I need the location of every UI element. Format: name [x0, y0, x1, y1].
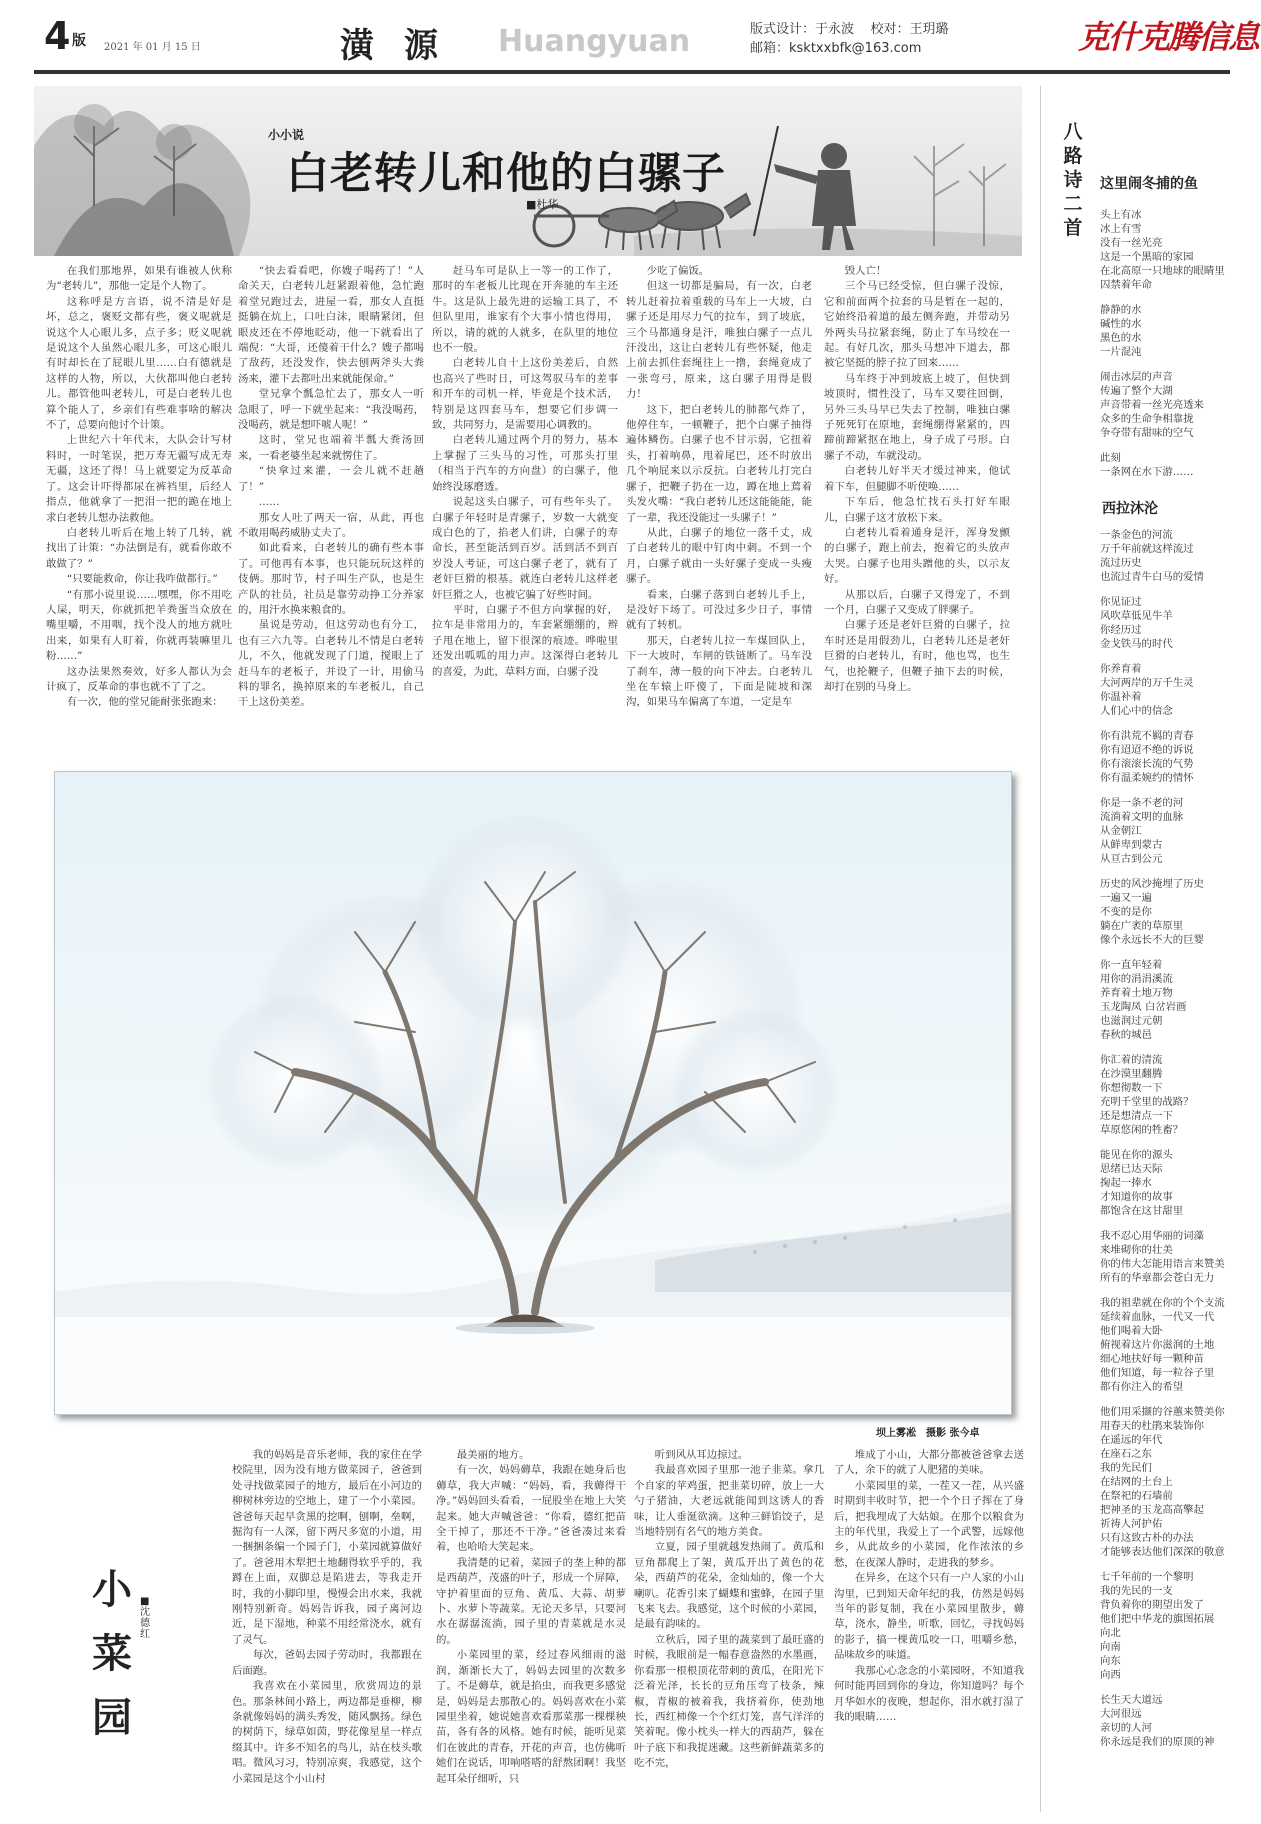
- poem-stanza: [1100, 303, 1250, 359]
- paragraph: “只要能救命，你让我咋做都行。”: [66, 573, 218, 586]
- poem-stanza: [1100, 528, 1250, 584]
- poem-line: 这是一个黑暗的家园: [1100, 251, 1194, 263]
- text-column: [626, 264, 812, 726]
- paragraph: 白老转儿听后在地上转了几转，就找出了计策：“办法倒是有，就看你敢不敢做了？”: [46, 526, 232, 570]
- text-column: [46, 264, 232, 726]
- poem-line: 你汇着的清流: [1100, 1054, 1163, 1066]
- poem-stanza: [1100, 1053, 1250, 1137]
- poem-line: 他们喝着大卧: [1100, 1325, 1163, 1337]
- design-credit: 版式设计：于永波: [750, 22, 855, 37]
- paragraph: 少吃了偏饭。: [646, 265, 710, 277]
- paragraph: 小菜园里的菜，一茬又一茬，从兴盛时期到丰收时节，把一个个日子挥在了身后，把我埋成了大姑娘。在那个以粮食为主的年代里，我爱上了一个武警，远嫁他乡，从此故乡的小菜园，化作浓浓的乡愁，在夜深人静时，走进我的梦乡。: [834, 1479, 1024, 1569]
- paragraph: 堂兄拿个瓢急忙去了，那女人一听急眼了，呼一下就坐起来：“我没喝药，没喝药，就是想吓唬人呢！”: [238, 388, 424, 432]
- photo-caption: 坝上雾凇 摄影 张今卓: [876, 1428, 980, 1439]
- poem-line: 你经历过: [1100, 624, 1142, 636]
- paragraph: 那天，白老转儿拉一车煤回队上，下一大坡时，车闸的铁链断了。马车没了刹车，薄一般的向下冲去。白老转儿坐在车辕上吓傻了，下面是陡坡和深沟，如果马车偏离了车道，一定是车: [626, 634, 812, 709]
- text-column: [634, 1448, 824, 1794]
- poem-line: 向南: [1100, 1641, 1121, 1653]
- proof-credit: 校对：王玥璐: [870, 22, 949, 37]
- poem-stanza: [1100, 595, 1250, 651]
- poem-line: 才能够表达他们深深的敬意: [1100, 1546, 1225, 1558]
- poem-line: 向东: [1100, 1655, 1121, 1667]
- paragraph: 虽说是劳动，但这劳动也有分工，也有三六九等。白老转儿不情是白老转儿，不久，他就发现了门道，搅眼上了赶马车的老板子，并设了一计，用偷马料的罪名，换掉原来的车老板儿，自己干上这份美差。: [238, 619, 424, 709]
- poem-line: 金戈铁马的时代: [1100, 638, 1173, 650]
- poem-line: 你有洪荒不羁的青春: [1100, 730, 1194, 742]
- poem-line: 我的先民的一支: [1100, 1585, 1173, 1597]
- paragraph: 这时，堂兄也端着半瓢大粪汤回来，一看老婆坐起来就愣住了。: [238, 434, 424, 462]
- rime-tree-image: [55, 772, 1012, 1415]
- poem-stanza: [1100, 208, 1250, 292]
- poem-line: 他们知道，每一粒谷子里: [1100, 1367, 1215, 1379]
- poem-stanza: [1100, 877, 1250, 947]
- paragraph: 这办法果然奏效，好多人都认为会计疯了，反革命的事也就不了了之。: [46, 665, 232, 693]
- poem-stanza: [1100, 662, 1250, 718]
- poem-line: 躺在广袤的草原里: [1100, 920, 1184, 932]
- page-unit: 版: [72, 33, 86, 49]
- poem-line: 黑色的水: [1100, 332, 1142, 344]
- poem-line: 你想彻数一下: [1100, 1082, 1163, 1094]
- poem-line: 背负着你的期望出发了: [1100, 1599, 1204, 1611]
- poem-line: 都饱含在这甘甜里: [1100, 1205, 1184, 1217]
- poem-line: 像个永远长不大的巨婴: [1100, 934, 1204, 946]
- poem-line: 所有的华章都会苍白无力: [1100, 1272, 1215, 1284]
- poem-line: 你有迢迢不绝的诉说: [1100, 744, 1194, 756]
- poem-line: 你有滚滚长流的气势: [1100, 758, 1194, 770]
- poem-line: 也流过青牛白马的爱情: [1100, 571, 1204, 583]
- poem-line: 春秋的城邑: [1100, 1029, 1152, 1041]
- poem-stanza: [1100, 1296, 1250, 1394]
- paragraph: 看来，白骡子落到白老转儿手上，是没好下场了。可没过多少日子，事情就有了转机。: [626, 588, 812, 632]
- poem-line: 把神圣的玉龙高高擎起: [1100, 1504, 1204, 1516]
- poem-stanza: [1100, 1148, 1250, 1218]
- paragraph: 赶马车可是队上一等一的工作了，那时的车老板儿比现在开奔驰的车主还牛。这是队上最先进的运输工具了，不但队里用，谁家有个大事小情也得用，所以，请的就的人就多，在队里的地位也不一般。: [432, 265, 618, 355]
- paragraph: 听到风从耳边掠过。: [654, 1449, 749, 1461]
- poem-line: 你养育着: [1100, 663, 1142, 675]
- poem-line: 在结网的土台上: [1100, 1476, 1173, 1488]
- poem-stanza: [1100, 1693, 1250, 1749]
- page-number: 4: [44, 14, 70, 58]
- poem-line: 传遍了整个大湖: [1100, 385, 1173, 397]
- poem-line: 养育着土地万物: [1100, 987, 1173, 999]
- paragraph: 每次，爸妈去园子劳动时，我都跟在后面跑。: [232, 1649, 422, 1677]
- poem-line: 在祭祀的石墙前: [1100, 1490, 1173, 1502]
- paragraph: 上世纪六十年代末，大队会计写材料时，一时笔误，把万寿无疆写成无寿无疆，这还了得！马上就要定为反革命了。这会计吓得都尿在裤裆里，后经人指点，他就拿了一把泪一把的跪在地上求白老转儿想办法救他。: [46, 434, 232, 524]
- brand-logo: 克什克腾信息: [1078, 18, 1259, 56]
- poem-line: 祈祷人河护佑: [1100, 1518, 1163, 1530]
- poem-title-1: 这里闹冬捕的鱼: [1100, 176, 1198, 192]
- poem-line: 风吹草低见牛羊: [1100, 610, 1173, 622]
- poem-line: 在沙漠里翻腾: [1100, 1068, 1163, 1080]
- poem-line: 还是想清点一下: [1100, 1110, 1173, 1122]
- poem-line: 从金朝江: [1100, 825, 1142, 837]
- masthead-rule: [34, 70, 1230, 74]
- xiaocaiyuan-author: ■沈德红: [140, 1596, 150, 1640]
- text-column: [432, 264, 618, 726]
- poem-line: 用春天的杜鹃来装饰你: [1100, 1420, 1204, 1432]
- poem-stanza: [1100, 370, 1250, 440]
- paragraph: 我喜欢在小菜园里，欣赏周边的景色。那条林间小路上，两边都是垂柳，柳条就像妈妈的满头秀发，随风飘扬。绿色的树荫下，绿草如茵，野花像星星一样点缀其中。许多不知名的鸟儿，站在枝头歌唱。微风习习，特别凉爽，我感觉，这个小菜园是这个小山村: [232, 1680, 422, 1785]
- poem-body-2: [1100, 528, 1250, 1760]
- story-headline: 白老转儿和他的白骡子: [286, 149, 726, 199]
- poem-line: 都有你注入的希望: [1100, 1381, 1184, 1393]
- poem-line: 延续着血脉，一代又一代: [1100, 1311, 1215, 1323]
- poem-line: 大河两岸的万千生灵: [1100, 677, 1194, 689]
- paragraph: 马车终于冲到坡底上坡了，但快到坡顶时，惯性没了，马车又要往回倒，另外三头马早已失去了控制，唯独白骡子死死钉在原地，套绳绷得紧紧的，四蹄前蹄紧抠在地上，身子成了弓形。白骡子不动，车就没动。: [824, 372, 1010, 462]
- poem-line: 万千年前就这样流过: [1100, 543, 1194, 555]
- paragraph: 这下，把白老转儿的肺都气炸了，他停住车，一顿鞭子，把个白骡子抽得遍体鳞伤。白骡子也不甘示弱，它扭着头，打着响鼻，甩着尾巴，还不时放出几个响屁来以示反抗。白老转儿打完白骡子，把鞭子扔在一边，蹲在地上蔫着头发火嘴：“我白老转儿还这能能能，能了一辈，我还没能过一头骡子！”: [626, 403, 812, 524]
- text-column: [436, 1448, 626, 1794]
- poem-line: 声音带着一丝光亮透来: [1100, 399, 1204, 411]
- poem-line: 长生天大道远: [1100, 1694, 1163, 1706]
- paragraph: 从此，白骡子的地位一落千丈，成了白老转儿的眼中钉肉中刺。不到一个月，白骡子就由一头好骡子变成一头瘦骡子。: [626, 526, 812, 586]
- paragraph: 白骡子还是老奸巨猾的白骡子，拉车时还是用假劲儿，白老转儿还是老奸巨猾的白老转儿，有时，他也骂，也生气，也抡鞭子，但鞭子抽下去的时候，却打在别的马身上。: [824, 619, 1010, 693]
- poem-line: 你永远是我们的原顶的神: [1100, 1736, 1215, 1748]
- poem-line: 历史的风沙掩埋了历史: [1100, 878, 1204, 890]
- story-byline: ■杜华: [526, 198, 559, 211]
- paragraph: 从那以后，白骡子又得宠了，不到一个月，白骡子又变成了胖骡子。: [824, 588, 1010, 616]
- text-column: [824, 264, 1010, 726]
- paragraph: 立夏，园子里就越发热闹了。黄瓜和豆角都爬上了架，黄瓜开出了黄色的花朵，西葫芦的花朵，金灿灿的，像一个大喇叭。花香引来了蝴蝶和蜜蜂，在园子里飞来飞去。我感觉，这个时候的小菜园，是最有韵味的。: [634, 1541, 824, 1631]
- paragraph: 我那心心念念的小菜园呀，不知道我何时能再回到你的身边，你知道吗？每个月华如水的夜晚，想起你，泪水就打湿了我的眼睛……: [834, 1664, 1024, 1723]
- poem-line: 一条金色的河流: [1100, 529, 1173, 541]
- poem-line: 大河很远: [1100, 1708, 1142, 1720]
- poem-line: 静静的水: [1100, 304, 1142, 316]
- email-credit[interactable]: 邮箱：ksktxxbfk@163.com: [750, 41, 922, 56]
- paragraph: 平时，白骡子不但方向掌握的好，拉车是非常用力的，车套紧绷绷的，辫子甩在地上，留下很深的痕迹。哗啦里还发出呱呱的用力声。这深得白老转儿的喜爱，为此，草料方面，白骡子没: [432, 603, 618, 678]
- poem-line: 从鲜卑到蒙古: [1100, 839, 1163, 851]
- poem-line: 你一直年轻着: [1100, 959, 1163, 971]
- poem-line: 冰上有雪: [1100, 223, 1142, 235]
- story-kicker: 小小说: [268, 128, 305, 142]
- poem-line: 一片混沌: [1100, 346, 1142, 358]
- poem-line: 你有温柔婉约的情怀: [1100, 772, 1194, 784]
- paragraph: 这称呼是方言语，说不清是好是坏，总之，褒贬文都有些，褒义呢就是说这个人心眼儿多，点子多；贬义呢就是说这个人虽然心眼儿多，可这心眼儿有时却长在了屁眼儿里……白有德就是这样的人物，所以，大伙都叫他白老转儿。都管他叫老转儿，可是白老转儿也算个能人了，乡亲们有些难事啥的解决不了，总要向他讨个计策。: [46, 295, 232, 432]
- poem-line: 我不忍心用华丽的词藻: [1100, 1230, 1204, 1242]
- poem-line: 向北: [1100, 1627, 1121, 1639]
- poem-line: 争夺带有甜味的空气: [1100, 427, 1194, 439]
- credits: [750, 20, 949, 58]
- poem-line: 也滋润过元朝: [1100, 1015, 1163, 1027]
- paragraph: 我最喜欢园子里那一池子韭菜。拿几个自家的苹鸡蛋，把韭菜切碎，放上一大勺子猪油，大老远就能闻到这诱人的香味，让人垂涎欲滴。这种三鲜馅饺子，是当地特别有名气的地方美食。: [634, 1464, 824, 1539]
- poem-line: 在北高原一只地球的眼睛里: [1100, 265, 1225, 277]
- paragraph: 说起这头白骡子，可有些年头了。白骡子年轻时是青骡子，岁数一大就变成白色的了，掐老人们讲，白骡子的寿命长，甚至能活到百岁。活到活不到百岁没人考证，可这白骡子老了，就有了老奸巨猾的根基。就连白老转儿这样老奸巨猾之人，也被它骗了好些时间。: [432, 496, 618, 601]
- poem-stanza: [1100, 796, 1250, 866]
- poem-line: 向西: [1100, 1669, 1121, 1681]
- poem-line: 一条网在水下游……: [1100, 466, 1194, 478]
- poem-line: 掬起一捧水: [1100, 1177, 1152, 1189]
- paragraph: 我的妈妈是音乐老师，我的家住在学校院里，因为没有地方做菜园子，爸爸到处寻找做菜园子的地方，最后在小河边的柳树林旁边的空地上，建了一个小菜园。爸爸每天起早贪黑的挖啊，刨啊，垒啊，掘沟有一人深，留下两尺多宽的小道，用一捆捆条编一个园子门，小菜园就算做好了。爸爸用木犁把土地翻得软乎乎的，我蹲在上面，双脚总是陷进去，等我走开时，我的小脚印里，慢慢会出水来，我就刚特别新奇。妈妈告诉我，园子离河边近，是下湿地，种菜不用经常浇水，就有了灵气。: [232, 1449, 422, 1646]
- section-title-cn: 潢源: [340, 26, 468, 66]
- text-column: [834, 1448, 1024, 1794]
- poem-line: 头上有冰: [1100, 209, 1142, 221]
- poem-line: 玉龙陶凤 白岔岩画: [1100, 1001, 1187, 1013]
- poem-line: 囚禁着年命: [1100, 279, 1152, 291]
- poem-line: 不变的是你: [1100, 906, 1152, 918]
- poem-line: 流淌着文明的血脉: [1100, 811, 1184, 823]
- paragraph: 下车后，他急忙找石头打好车眼儿，白骡子这才放松下来。: [824, 496, 1010, 524]
- poem-line: 在座石之东: [1100, 1448, 1152, 1460]
- paragraph: 在异乡，在这个只有一户人家的小山沟里，已到知天命年纪的我，仿然是妈妈当年的影复制，我在小菜园里散步，薅草，浇水，静坐，听歌，回忆，寻找妈妈的影子，搞一棵黄瓜咬一口，咀嚼乡愁，品味故乡的味道。: [834, 1572, 1024, 1662]
- poem-line: 众多的生命争相靠拢: [1100, 413, 1194, 425]
- poem-line: 他们把中华龙的旗图拓展: [1100, 1613, 1215, 1625]
- paragraph: 有一次，妈妈薅草，我跟在她身后也薅草，我大声喊：“妈妈，看，我薅得干净。”妈妈回头看看，一屁股坐在地上大笑起来。她大声喊爸爸：“你看，德红把苗全干掉了，那还不干净。”爸爸凑过来看着，也哈哈大笑起来。: [436, 1464, 626, 1554]
- poem-line: 我的祖辈就在你的个个支流: [1100, 1297, 1225, 1309]
- paragraph: 堆成了小山，大都分都被爸爸拿去送了人，余下的就了人肥猪的美味。: [834, 1449, 1024, 1477]
- section-title-en: Huangyuan: [498, 24, 691, 59]
- paragraph: 那女人吐了两天一宿，从此，再也不敢用喝药威胁丈夫了。: [238, 511, 424, 539]
- text-column: [232, 1448, 422, 1794]
- poem-line: 你的伟大怎能用语言来赞美: [1100, 1258, 1225, 1270]
- poem-line: 只有这致古朴的办法: [1100, 1532, 1194, 1544]
- poem-line: 俯视着这片你滋润的土地: [1100, 1339, 1215, 1351]
- xiaocaiyuan-title: 小菜园: [92, 1566, 132, 1741]
- poem-line: 此刻: [1100, 452, 1121, 464]
- poem-line: 闹击冰层的声音: [1100, 371, 1173, 383]
- poem-line: 能见在你的源头: [1100, 1149, 1173, 1161]
- masthead: [0, 0, 1261, 72]
- poem-body-1: [1100, 208, 1250, 490]
- paragraph: “快拿过来灌，一会儿就不赶趟了！”: [238, 465, 424, 493]
- poem-stanza: [1100, 451, 1250, 479]
- poem-line: 你是一条不老的河: [1100, 797, 1184, 809]
- paragraph: 白老转儿好半天才缓过神来，他试着下车，但腿脚不听使唤……: [824, 465, 1010, 493]
- paragraph: 我清楚的记着，菜园子的垄上种的都是西葫芦，茂盛的叶子，形成一个屏障，守护着里面的豆角、黄瓜、大蒜、胡萝卜、水萝卜等蔬菜。无论天多旱，只要河水在潺潺流淌，园子里的青菜就是水灵的。: [436, 1556, 626, 1646]
- paragraph: 最美丽的地方。: [456, 1449, 530, 1461]
- poem-line: 才知道你的故事: [1100, 1191, 1173, 1203]
- story-banner: [34, 86, 1022, 256]
- poem-series-title: 八路诗二首: [1063, 121, 1083, 239]
- poem-line: 来堆砌你的壮美: [1100, 1244, 1173, 1256]
- poem-stanza: [1100, 1570, 1250, 1682]
- poem-line: 细心地扶好每一颗种苗: [1100, 1353, 1204, 1365]
- poem-line: 人们心中的信念: [1100, 705, 1173, 717]
- paragraph: 如此看来，白老转儿的确有些本事了。可他再有本事，也只能玩玩这样的伎俩。那时节，村子叫生产队，也是生产队的社员，社员是靠劳动挣工分养家的，用汗水换来粮食的。: [238, 542, 424, 616]
- paragraph: “快去看看吧，你嫂子喝药了！”人命关天，白老转儿赶紧跟着他，急忙跑着堂兄跑过去，进屋一看，那女人直挺挺躺在炕上，口吐白沫，眼睛紧闭，但眼皮还在不停地眨动，他一下就看出了端倪：“大哥，还傻着干什么？嫂子都喝了敌药，还没发作，快去刨两斧头大粪汤来，灌下去都吐出来就能保命。”: [238, 265, 424, 385]
- poem-line: 一遍又一遍: [1100, 892, 1152, 904]
- poem-line: 亲切的人河: [1100, 1722, 1152, 1734]
- poem-line: 他们用采撷的谷蕙来赞美你: [1100, 1406, 1225, 1418]
- paragraph: 在我们那地界，如果有谁被人伙称为“老转儿”，那他一定是个人物了。: [46, 265, 232, 293]
- paragraph: 白老转儿自十上这份美差后，自然也高兴了些时日，可这驾驭马车的差事和开车的司机一样，毕竟是个技术活，特别是这四套马车，想要它们步调一致，共同努力，是需要用心调教的。: [432, 357, 618, 432]
- rime-tree-photo: [54, 771, 1012, 1415]
- paragraph: ……: [258, 496, 280, 509]
- text-column: [238, 264, 424, 726]
- paragraph: 毁人亡！: [844, 265, 887, 277]
- paragraph: 小菜园里的菜，经过春风细雨的滋润，渐渐长大了，妈妈去园里的次数多了。不是薅草，就是掐虫，而我更多感觉是，妈妈是去那散心的。妈妈喜欢在小菜园里坐着，她说她喜欢看那菜那一棵棵秧苗，各有各的风格。她有时候，能听见菜们在彼此的青春，开花的声音，也仿佛听她们在说话，叩响嗒嗒的舒熬团啊！我坚起耳朵仔细听，只: [436, 1649, 626, 1785]
- poem-line: 你见证过: [1100, 596, 1142, 608]
- poem-title-2: 西拉沐沦: [1102, 501, 1158, 517]
- poem-stanza: [1100, 729, 1250, 785]
- issue-date: 2021 年 01 月 15 日: [104, 42, 201, 53]
- poem-line: 从亘古到公元: [1100, 853, 1163, 865]
- paragraph: 白老转儿看着通身是汗，浑身发颤的白骡子，跑上前去，抱着它的头放声大哭。白骡子也用头蹭他的头，以示友好。: [824, 526, 1010, 586]
- poem-line: 七千年前的一个黎明: [1100, 1571, 1194, 1583]
- poem-line: 在遥远的年代: [1100, 1434, 1163, 1446]
- poem-line: 我的先民们: [1100, 1462, 1152, 1474]
- poem-stanza: [1100, 958, 1250, 1042]
- paragraph: 三个马已经受惊，但白骡子没惊，它和前面两个拉套的马是暂在一起的，它始终沿着道的最左侧奔跑，并带动另外两头马拉紧套绳，防止了车马绞在一起。有好几次，那头马想冲下道去，都被它坚挺的脖子拉了回来……: [824, 280, 1010, 370]
- poem-line: 用你的涓涓溪流: [1100, 973, 1173, 985]
- poem-line: 碱性的水: [1100, 318, 1142, 330]
- poem-line: 草原悠闲的牲畜？: [1100, 1124, 1184, 1136]
- poem-stanza: [1100, 1229, 1250, 1285]
- paragraph: 但这一切都是骗局，有一次，白老转儿赶着拉着重载的马车上一大坡，白骡子还是用尽力气的拉车，到了坡底，三个马都通身是汗，唯独白骡子一点儿汗没出，这让白老转儿有些怀疑，他走上前去抓住套绳往上一撸，套绳竟成了一张弯弓，原来，这白骡子用得是假力！: [626, 280, 812, 401]
- poem-line: 充明千堂里的战路？: [1100, 1096, 1194, 1108]
- poem-line: 没有一丝光亮: [1100, 237, 1163, 249]
- paragraph: “有那小说里说……嘿嘿，你不用吃人屎，明天，你就抓把羊粪蛋当众放在嘴里嚼，不用咽，找个没人的地方就吐出来，如果有人盯着，你就再装嘛里儿粉……”: [46, 588, 232, 663]
- column-divider: [1040, 86, 1041, 1812]
- poem-stanza: [1100, 1405, 1250, 1559]
- paragraph: 有一次，他的堂兄能耐张张跑来：: [66, 696, 223, 709]
- paragraph: 白老转儿通过两个月的努力，基本上掌握了三头马的习性，可那头打里（相当于汽车的方向盘）的白骡子，他始终没琢磨透。: [432, 434, 618, 493]
- poem-line: 你温补着: [1100, 691, 1142, 703]
- paragraph: 立秋后，园子里的蔬菜到了最旺盛的时候，我眼前是一幅春意盎然的水墨画，你看那一根根顶花带刺的黄瓜，在阳光下泛着光泽，长长的豆角压弯了枝条，辣椒，青椒的被着我，我挤着你，使劲地长，西红柿像一个个红灯笼，喜气洋洋的笑着呢。像小枕头一样大的西葫芦，躲在叶子底下和我捉迷藏。这些新鲜蔬菜多的吃不完，: [634, 1633, 824, 1770]
- poem-line: 流过历史: [1100, 557, 1142, 569]
- poem-line: 思绪已达天际: [1100, 1163, 1163, 1175]
